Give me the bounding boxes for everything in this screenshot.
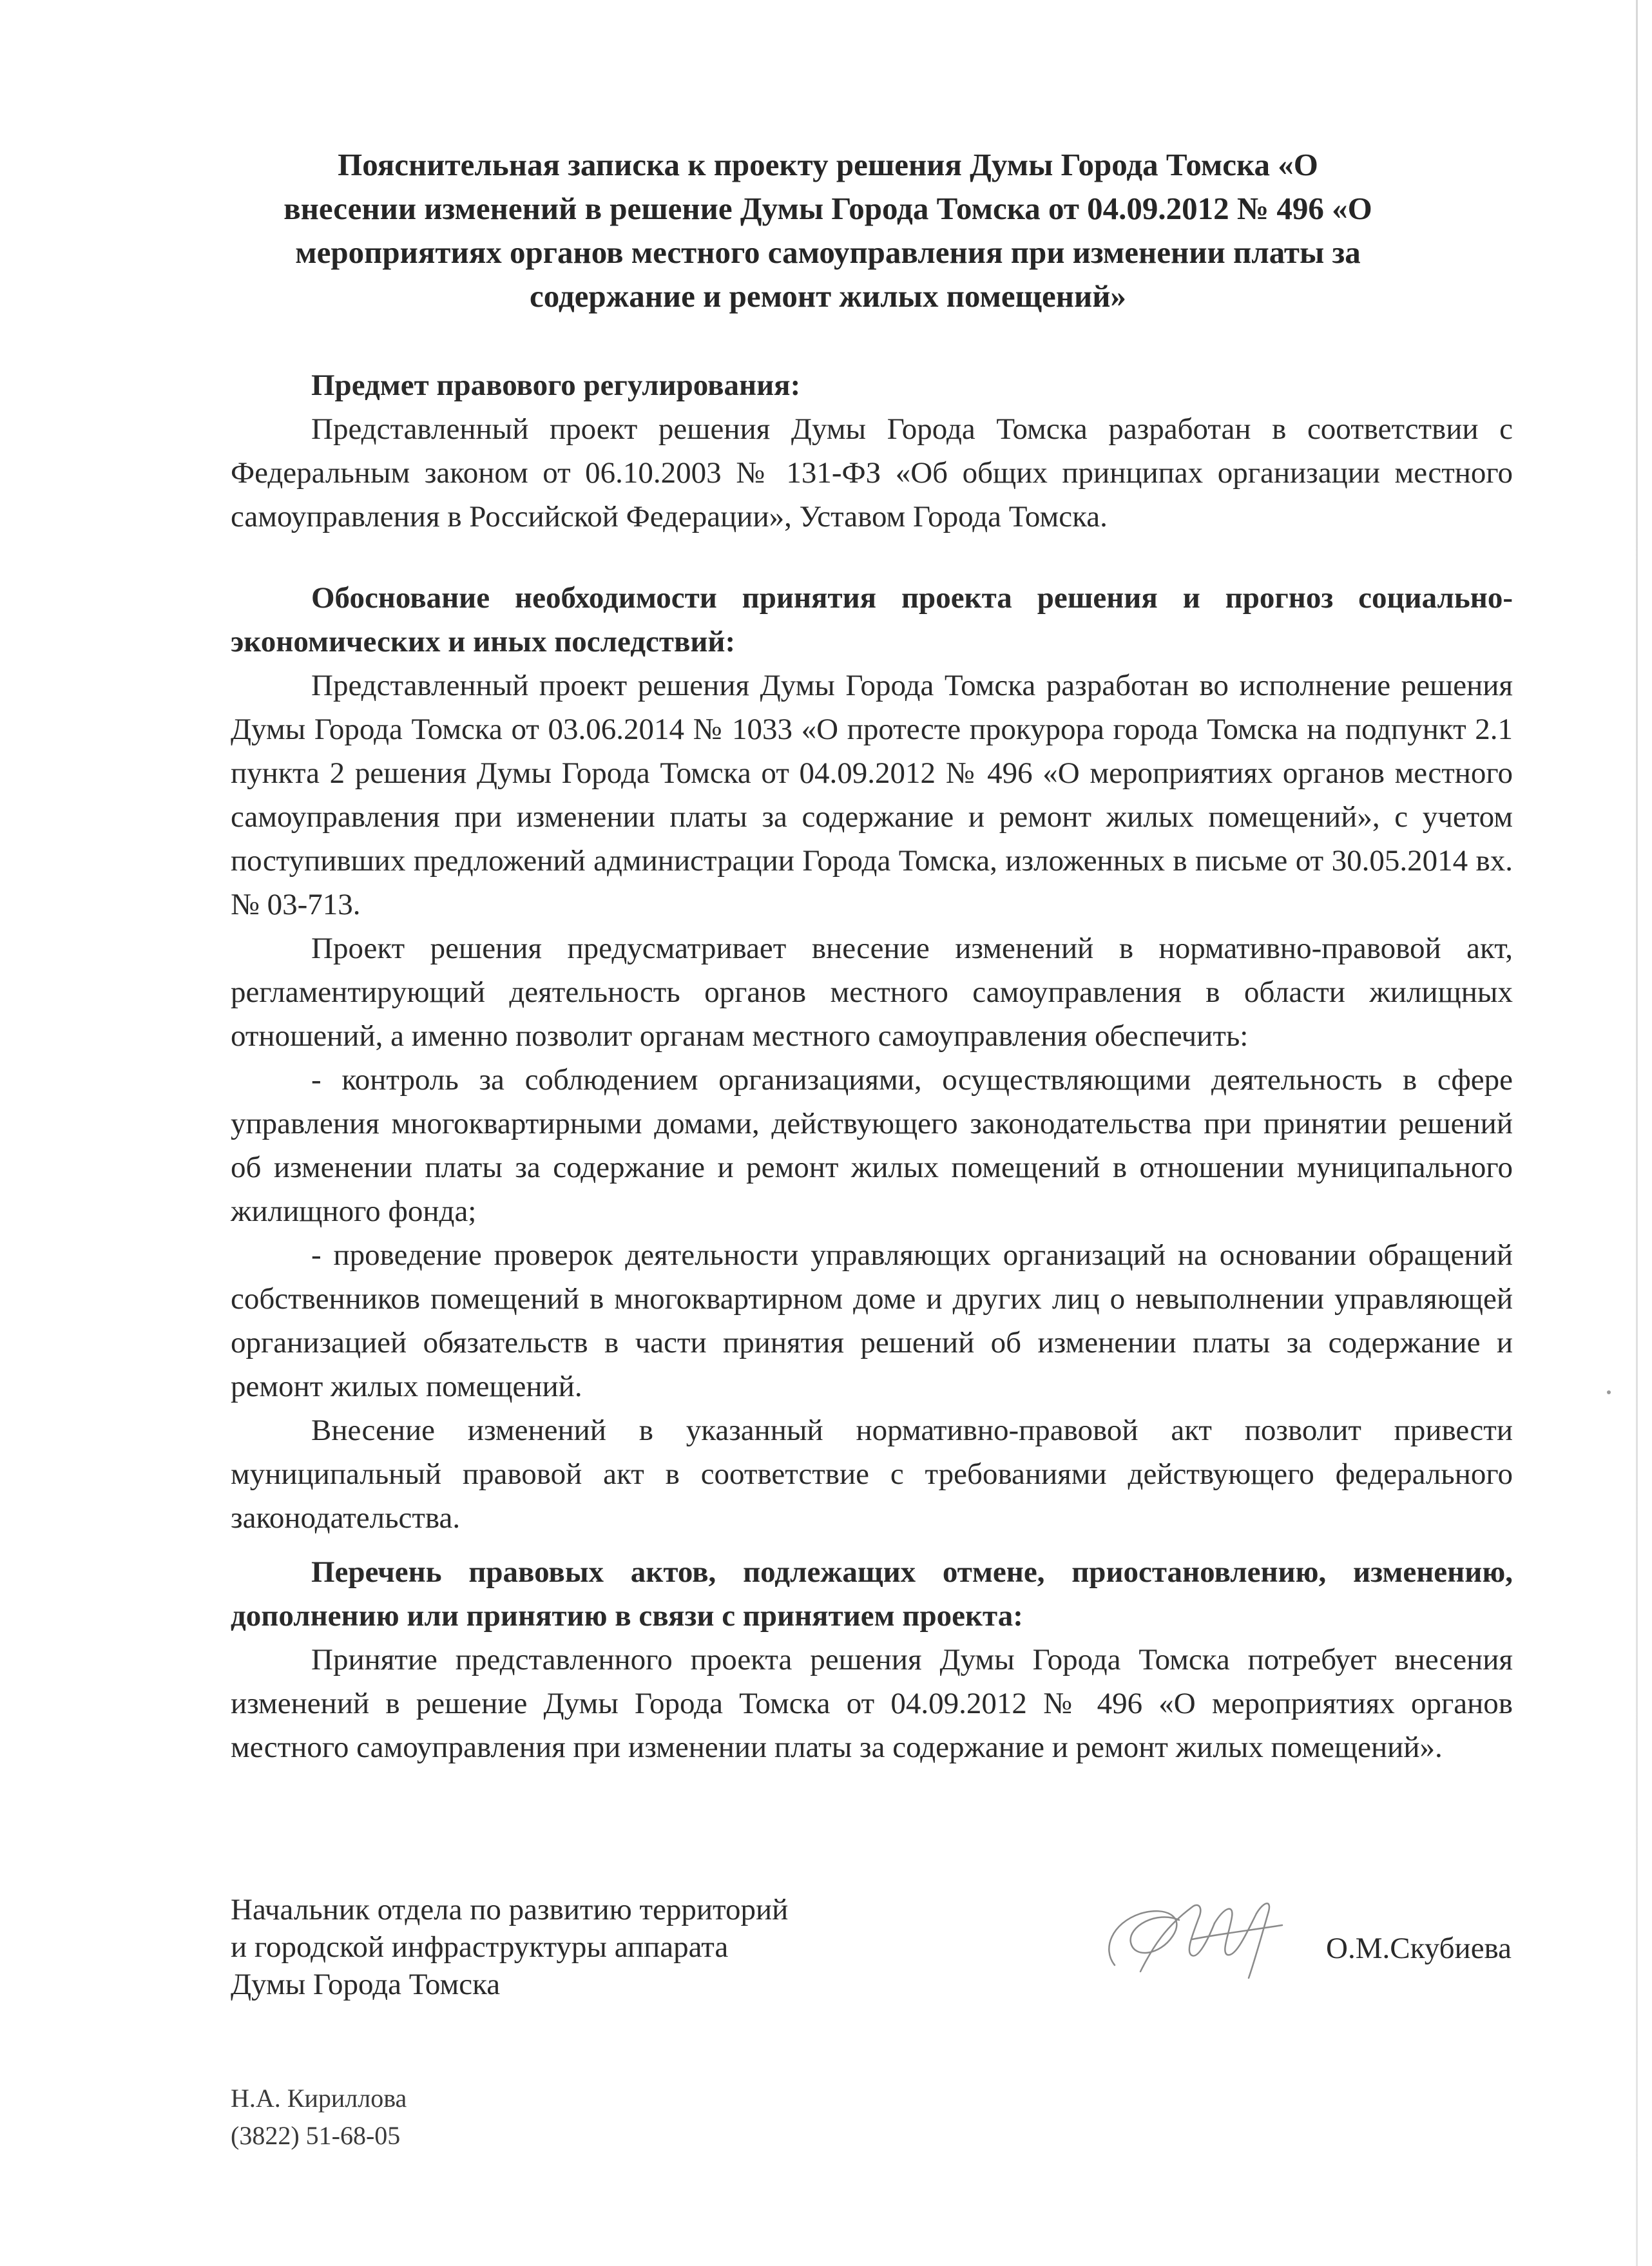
document-title: Пояснительная записка к проекту решения Думы Города Томска «О внесении изменений в решение Думы Города Томска от 04.09.2012 № 496 «О мероприятиях органов местного самоуправления при изменении платы за содержание и ремонт жилых помещений» <box>283 147 1372 314</box>
signatory-position <box>231 1891 875 2003</box>
contact-phone: (3822) 51-68-05 <box>231 2121 401 2150</box>
scan-edge <box>1636 0 1638 2266</box>
section-heading: Перечень правовых актов, подлежащих отмене, приостановлению, изменению, дополнению или принятию в связи с принятием проекта: <box>231 1555 1513 1633</box>
section-heading: Предмет правового регулирования: <box>311 369 801 402</box>
position-line: Думы Города Томска <box>231 1968 501 2001</box>
paragraph: Проект решения предусматривает внесение изменений в нормативно-правовой акт, регламентирующий деятельность органов местного самоуправления в области жилищных отношений, а именно позволит органам местного самоуправления обеспечить: <box>231 932 1513 1053</box>
list-item: - контроль за соблюдением организациями, осуществляющими деятельность в сфере управления многоквартирными домами, действующего законодательства при принятии решений об изменении платы за содержание и ремонт жилых помещений в отношении муниципального жилищного фонда; <box>231 1063 1513 1228</box>
scan-speck <box>1607 1390 1611 1394</box>
section-subject <box>231 363 1513 539</box>
signatory-name: О.М.Скубиева <box>1326 1932 1512 1965</box>
contact-name: Н.А. Кириллова <box>231 2084 407 2113</box>
paragraph: Представленный проект решения Думы Города Томска разработан во исполнение решения Думы Города Томска от 03.06.2014 № 1033 «О протесте прокурора города Томска на подпункт 2.1 пункта 2 решения Думы Города Томска от 04.09.2012 № 496 «О мероприятиях органов местного самоуправления при изменении платы за содержание и ремонт жилых помещений», с учетом поступивших предложений администрации Города Томска, изложенных в письме от 30.05.2014 вх. № 03-713. <box>231 669 1513 921</box>
paragraph: Принятие представленного проекта решения Думы Города Томска потребует внесения изменений в решение Думы Города Томска от 04.09.2012 № 496 «О мероприятиях органов местного самоуправления при изменении платы за содержание и ремонт жилых помещений». <box>231 1643 1513 1764</box>
section-heading: Обоснование необходимости принятия проекта решения и прогноз социально-экономических и иных последствий: <box>231 581 1513 658</box>
list-item: - проведение проверок деятельности управляющих организаций на основании обращений собственников помещений в многоквартирном доме и других лиц о невыполнении управляющей организацией обязательств в части принятия решений об изменении платы за содержание и ремонт жилых помещений. <box>231 1238 1513 1403</box>
paragraph: Представленный проект решения Думы Города Томска разработан в соответствии с Федеральным законом от 06.10.2003 № 131-ФЗ «Об общих принципах организации местного самоуправления в Российской Федерации», Уставом Города Томска. <box>231 412 1513 533</box>
handwritten-signature <box>1095 1888 1308 1984</box>
contact-info <box>231 2080 407 2155</box>
section-justification <box>231 576 1513 1540</box>
position-line: и городской инфраструктуры аппарата <box>231 1930 729 1964</box>
section-acts-list <box>231 1550 1513 1769</box>
position-line: Начальник отдела по развитию территорий <box>231 1893 789 1926</box>
paragraph: Внесение изменений в указанный нормативно-правовой акт позволит привести муниципальный правовой акт в соответствие с требованиями действующего федерального законодательства. <box>231 1414 1513 1535</box>
